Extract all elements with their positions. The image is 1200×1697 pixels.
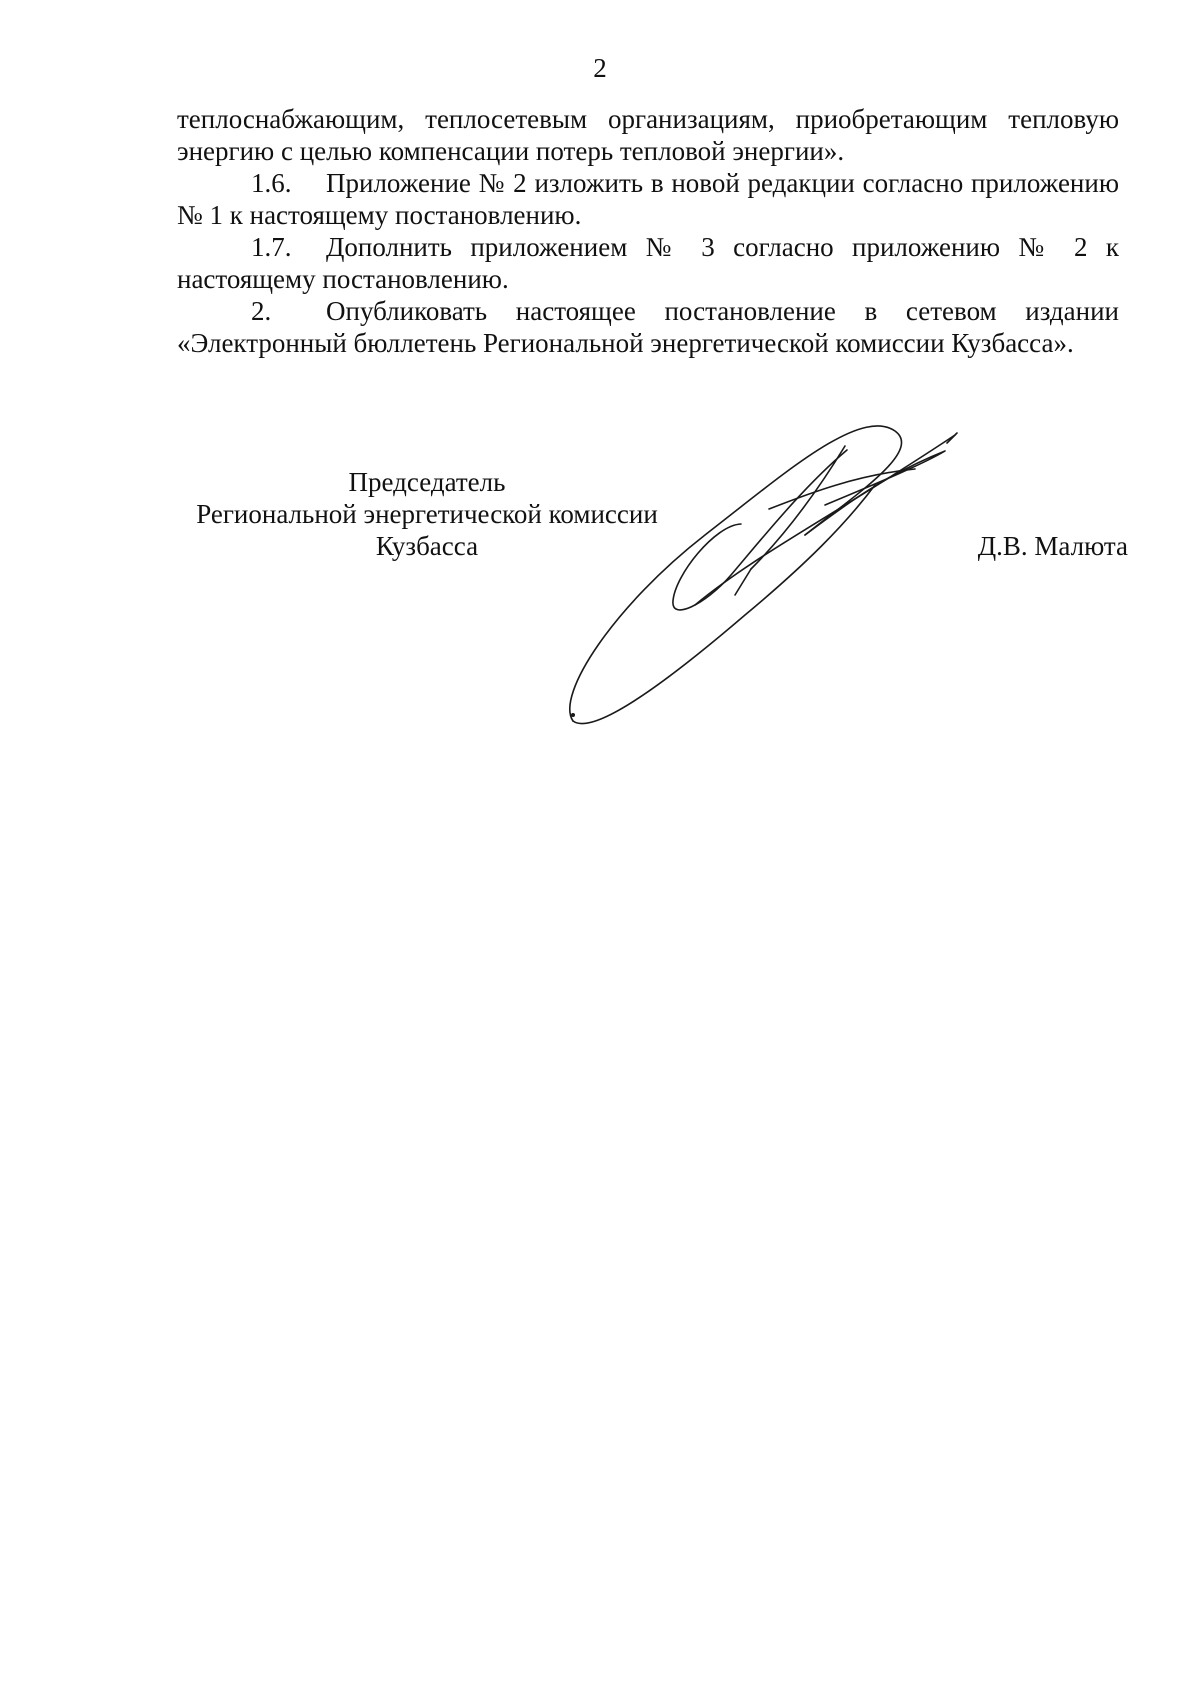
paragraph-item-1-6: [177, 167, 1119, 231]
signatory-title-line: Кузбасса: [375, 531, 479, 561]
paragraph-continuation: [177, 103, 1119, 167]
paragraph-number: 1.6.: [251, 168, 292, 198]
document-body: [177, 103, 1119, 359]
signatory-name: Д.В. Малюта: [977, 531, 1128, 561]
paragraph-item-2: [177, 295, 1119, 359]
handwritten-signature-icon: [555, 425, 995, 735]
signatory-title-line: Председатель: [348, 467, 506, 497]
signatory-title-line: Региональной энергетической комиссии: [196, 499, 658, 529]
paragraph-item-1-7: [177, 231, 1119, 295]
paragraph-number: 1.7.: [251, 232, 292, 262]
paragraph-text: Дополнить приложением № 3 согласно приложению № 2 к настоящему постановлению.: [177, 232, 1119, 294]
paragraph-text: Приложение № 2 изложить в новой редакции согласно приложению № 1 к настоящему постановлению.: [177, 168, 1119, 230]
paragraph-text: теплоснабжающим, теплосетевым организациям, приобретающим тепловую энергию с целью компенсации потерь тепловой энергии».: [177, 104, 1119, 166]
paragraph-text: Опубликовать настоящее постановление в сетевом издании «Электронный бюллетень Региональной энергетической комиссии Кузбасса».: [177, 296, 1119, 358]
page-number: 2: [593, 53, 607, 83]
paragraph-number: 2.: [251, 296, 272, 326]
